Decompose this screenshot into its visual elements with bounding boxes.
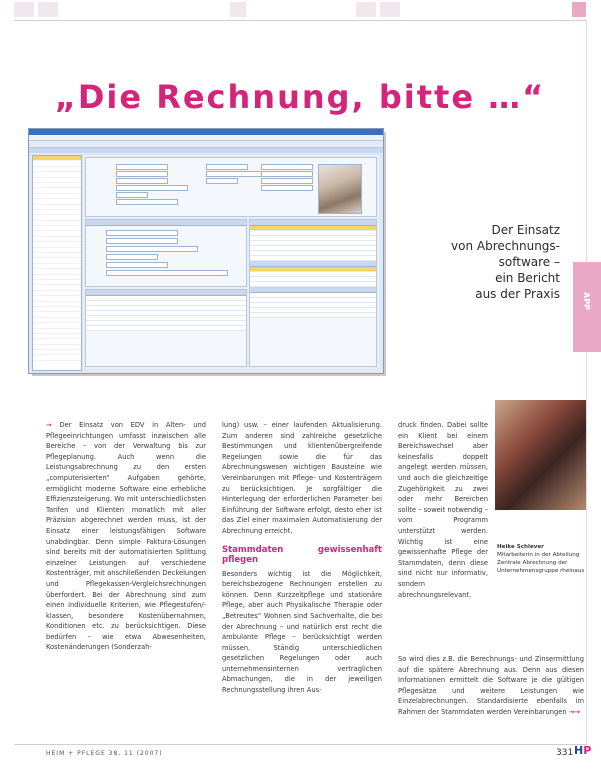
column-1 [46, 420, 206, 653]
article-title: „Die Rechnung, bitte …“ [54, 78, 546, 116]
address-panel [85, 219, 247, 287]
article-subtitle [400, 222, 560, 302]
decor-square [572, 2, 586, 17]
caption-name: Heike Schlever [497, 544, 544, 550]
logo-letter: P [583, 744, 592, 757]
client-list [32, 155, 82, 371]
column-3-text: druck finden. Dabei sollte ein Klient bei einem Bereichswechsel aber keinesfalls doppelt angelegt werden müssen, und auch die gleichzeitige Zugehörigkeit zu zwei oder mehr Bereichen sollte – soweit notwendig – vom Programm unterstützt werden. Wichtig ist eine gewissenhafte Pflege der Stammdaten, denn diese sind nicht nur informativ, sondern abrechnungsrelevant. [398, 421, 488, 599]
client-detail-panel [83, 155, 379, 369]
right-rule [586, 20, 587, 745]
column-3a [398, 420, 488, 600]
bottom-rule [14, 744, 587, 745]
subtitle-line: software – [498, 255, 560, 269]
client-portrait [318, 164, 362, 214]
subtitle-line: ein Bericht [495, 271, 560, 285]
arrow-icon: → [46, 421, 60, 429]
software-screenshot [28, 128, 384, 374]
client-form [85, 157, 377, 217]
top-rule [14, 20, 587, 21]
decor-square [356, 2, 376, 17]
window-toolbar [29, 141, 383, 148]
notes-panel [85, 289, 247, 367]
section-heading: Stammdaten gewissenhaft pflegen [222, 544, 382, 565]
journal-logo [574, 744, 591, 757]
column-2-text: lung) usw. – einer laufenden Aktualisierung. Zum anderen sind zahlreiche gesetzliche Bestimmungen und klientenübergreifende Regelungen sowie die für das Abrechnungswesen wichtigen Bausteine wie Vereinbarungen mit Pflege- und Kostenträgern zu berücksichtigen. Je sorgfältiger die Hinterlegung der erforderlichen Parameter bei Einführung der Software erfolgt, desto eher ist das Ziel einer maximalen Automatisierung der Abrechnung erreicht. [222, 421, 382, 535]
column-3b [398, 654, 584, 718]
side-tab-label: APP [582, 292, 591, 310]
logo-letter: H [574, 744, 584, 757]
window-tabstrip [29, 148, 383, 153]
services-grid [249, 219, 377, 367]
section-side-tab [573, 262, 601, 352]
decor-square [230, 2, 246, 17]
subtitle-line: von Abrechnungs- [451, 239, 560, 253]
column-1-text: Der Einsatz von EDV in Alten- und Pflegeeinrichtungen umfasst inzwischen alle Bereiche – von der Verwaltung bis zur Pflegeplanung. Auch wenn die Leistungsabrechnung zu den ersten „computerisierten“ Aufgaben gehörte, ermöglicht moderne Software eine erhebliche Effizienzsteigerung. Wo mit unterschiedlichsten Tarifen und Klienten monatlich mit aller Präzision abgerechnet werden muss, ist der Einsatz einer leistungsfähigen Software unabdingbar. Denn simple Faktura-Lösungen sind bereits mit der automatisierten Splittung einzelner Leistungen auf verschiedene Kostenträger, mit anschließenden Deckelungen und Pflegekassen-Vergleichsrechnungen überfordert. Bei der Abrechnung sind zum einen individuelle Kriterien, wie Pflegestufen/-klassen, besondere Kostenübernahmen, Konditionen etc. zu berücksichtigen. Diese bedürfen – wie etwa Abwesenheiten, Kostenänderungen (Sonderzah- [46, 421, 206, 652]
author-photo [495, 400, 586, 510]
page-number: 331 [556, 748, 574, 758]
subtitle-line: aus der Praxis [475, 287, 560, 301]
column-2-text-b: Besonders wichtig ist die Möglichkeit, bereichsbezogene Rechnungen erstellen zu können. Denn Kurzzeitpflege und stationäre Pflege, aber auch Physikalische Therapie oder „Betreutes“ Wohnen sind Sachverhalte, die bei der Abrechnung – und natürlich erst recht die ambulante Pflege – berücksichtigt werden müssen. Ständig unterschiedlichen gesetzlichen Regelungen oder auch unternehmensinternen vertraglichen Abmachungen, die in der jeweiligen Rechnungsstellung ihren Aus- [222, 569, 382, 695]
decor-square [14, 2, 34, 17]
decor-square [380, 2, 400, 17]
column-3-text-b: So wird dies z.B. die Berechnungs- und Zinsermittlung auf die spätere Abrechnung aus. Denn aus diesen Informationen ermittelt die Software je die gültigen Pflegesätze und weitere Leistungen wie Einzelabrechnungen. Standardisierte ebenfalls im Rahmen der Stammdaten werden Vereinbarungen [398, 655, 584, 716]
photo-caption [497, 543, 585, 575]
top-decoration-bar [0, 0, 601, 20]
subtitle-line: Der Einsatz [491, 223, 560, 237]
column-2 [222, 420, 382, 696]
caption-role: Mitarbeiterin in der Abteilung Zentrale Abrechnung der Unternehmensgruppe rheinaus [497, 552, 585, 574]
decor-square [38, 2, 58, 17]
footer-journal: HEIM + PFLEGE 38, 11 (2007) [46, 750, 163, 757]
arrow-icon: →→ [568, 707, 580, 716]
